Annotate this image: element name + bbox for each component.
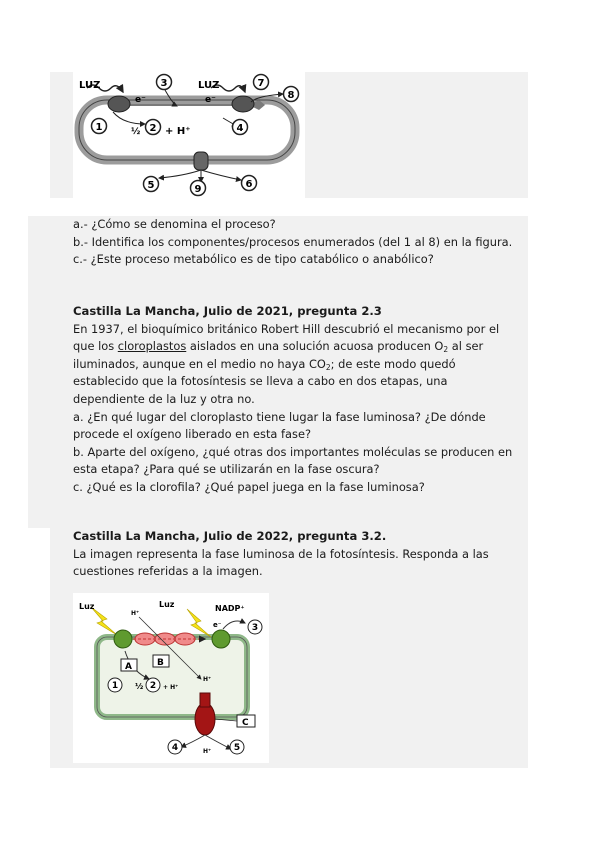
luz-label-b: Luz [159,600,175,609]
intro-line-2: que los cloroplastos aislados en una solución acuosa producen $O_2$ al ser [73,339,484,355]
num2-4: 4 [171,743,179,753]
hill-exercise [73,303,533,497]
question-b-line-2: esta etapa? ¿Para qué se utilizarán en la fase oscura? [73,462,380,477]
luz-label-1: LUZ [79,80,101,91]
luz-label-2: LUZ [198,80,220,91]
box-label-c: C [242,718,249,728]
cloroplastos-link[interactable]: cloroplastos [117,339,187,354]
box-label-a: A [125,662,132,672]
hplus-label-2: + H⁺ [163,684,179,691]
intro-line-5: dependiente de la luz y otra no. [73,391,255,406]
luz-label-a: Luz [79,602,95,611]
exercise-title-2022: Castilla La Mancha, Julio de 2022, pregunta 3.2. [73,529,387,543]
question-a: a.- ¿Cómo se denomina el proceso? [73,217,276,231]
intro-2022-line-1: La imagen representa la fase luminosa de la fotosíntesis. Responda a las [73,546,489,561]
num-1: 1 [95,122,103,133]
electron-label-1: e⁻ [135,95,146,105]
intro-line-3: iluminados, aunque en el medio no haya $CO_2$; de este modo quedó [73,356,456,372]
electron-label-2: e⁻ [205,95,216,105]
question-a-line-1: a. ¿En qué lugar del cloroplasto tiene lugar la fase luminosa? ¿De dónde [73,409,486,424]
figure1-photosynthesis-diagram [73,72,305,198]
intro-2022-line-2: cuestiones referidas a la imagen. [73,564,263,579]
num-4: 4 [236,123,244,134]
num-7: 7 [257,78,265,89]
question-list-1 [73,216,533,269]
hplus-label: + H⁺ [165,126,191,137]
num2-3: 3 [251,623,259,633]
hplus-mid: H⁺ [203,676,212,683]
num2-5: 5 [233,743,241,753]
num-9: 9 [194,184,202,195]
num-3: 3 [160,78,168,89]
exercise-title-2021: Castilla La Mancha, Julio de 2021, pregunta 2.3 [73,304,382,318]
num2-1: 1 [111,681,119,691]
question-b: b.- Identifica los componentes/procesos enumerados (del 1 al 8) en la figura. [73,234,513,249]
num-6: 6 [245,179,253,190]
box-label-b: B [157,658,164,668]
half-label: ½ [131,127,141,137]
question-a-line-2: procede el oxígeno liberado en esta fase? [73,427,312,442]
intro-line-1: En 1937, el bioquímico británico Robert Hill descubrió el mecanismo por el [73,321,500,336]
num2-2: 2 [149,681,157,691]
num-2: 2 [149,123,157,134]
electron-label: e⁻ [213,621,222,629]
figure2-light-phase-diagram [73,593,269,763]
intro-line-4: establecido que la fotosíntesis se lleva a cabo en dos etapas, una [73,374,448,389]
question-c: c.- ¿Este proceso metabólico es de tipo catabólico o anabólico? [73,252,434,267]
question-c-line: c. ¿Qué es la clorofila? ¿Qué papel juega en la fase luminosa? [73,479,425,494]
num-5: 5 [147,180,155,191]
hplus-bottom: H⁺ [203,748,212,755]
hplus-top: H⁺ [131,610,140,617]
num-8: 8 [287,90,295,101]
question-b-line-1: b. Aparte del oxígeno, ¿qué otras dos importantes moléculas se producen en [73,444,513,459]
nadp-label: NADP⁺ [215,604,245,613]
fase-luminosa-exercise [73,528,533,581]
half-label-2: ½ [135,682,144,691]
